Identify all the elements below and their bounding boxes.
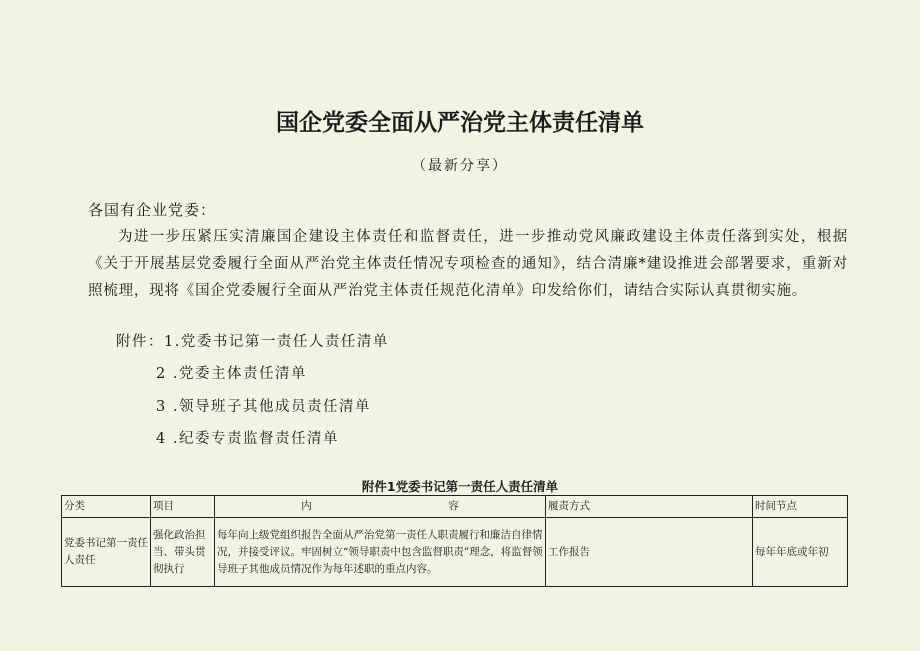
cell-content: 每年向上级党组织报告全面从严治党第一责任人职责履行和廉洁自律情况，并接受评议。牢固树立“领导职责中包含监督职责”理念，将监督领导班子其他成员情况作为每年述职的重点内容。 [215, 518, 546, 587]
attachment-item: 2 .党委主体责任清单 [156, 366, 307, 382]
responsibility-table [61, 495, 848, 587]
header-content: 内 容 [215, 496, 546, 518]
cell-item: 强化政治担当、带头贯彻执行 [151, 518, 215, 587]
attachment-item: 附件：1.党委书记第一责任人责任清单 [116, 334, 389, 350]
table-header-row [62, 496, 848, 518]
table-title: 附件1党委书记第一责任人责任清单 [361, 479, 559, 494]
body-paragraph: 为进一步压紧压实清廉国企建设主体责任和监督责任，进一步推动党风廉政建设主体责任落到实处，根据《关于开展基层党委履行全面从严治党主体责任情况专项检查的通知》，结合清廉*建设推进会部署要求，重新对照梳理，现将《国企党委履行全面从严治党主体责任规范化清单》印发给你们，请结合实际认真贯彻实施。 [88, 229, 848, 299]
table-row [62, 518, 848, 587]
document-title: 国企党委全面从严治党主体责任清单 [276, 110, 644, 136]
cell-method: 工作报告 [546, 518, 753, 587]
attachment-item: 4 .纪委专责监督责任清单 [156, 431, 339, 447]
cell-category: 党委书记第一责任人责任 [62, 518, 151, 587]
header-category: 分类 [62, 496, 151, 518]
salutation: 各国有企业党委： [88, 201, 217, 219]
cell-time: 每年年底或年初 [753, 518, 848, 587]
attachment-item: 3 .领导班子其他成员责任清单 [156, 399, 371, 415]
document-subtitle: （最新分享） [412, 158, 508, 174]
header-time: 时间节点 [753, 496, 848, 518]
header-item: 项目 [151, 496, 215, 518]
header-method: 履责方式 [546, 496, 753, 518]
